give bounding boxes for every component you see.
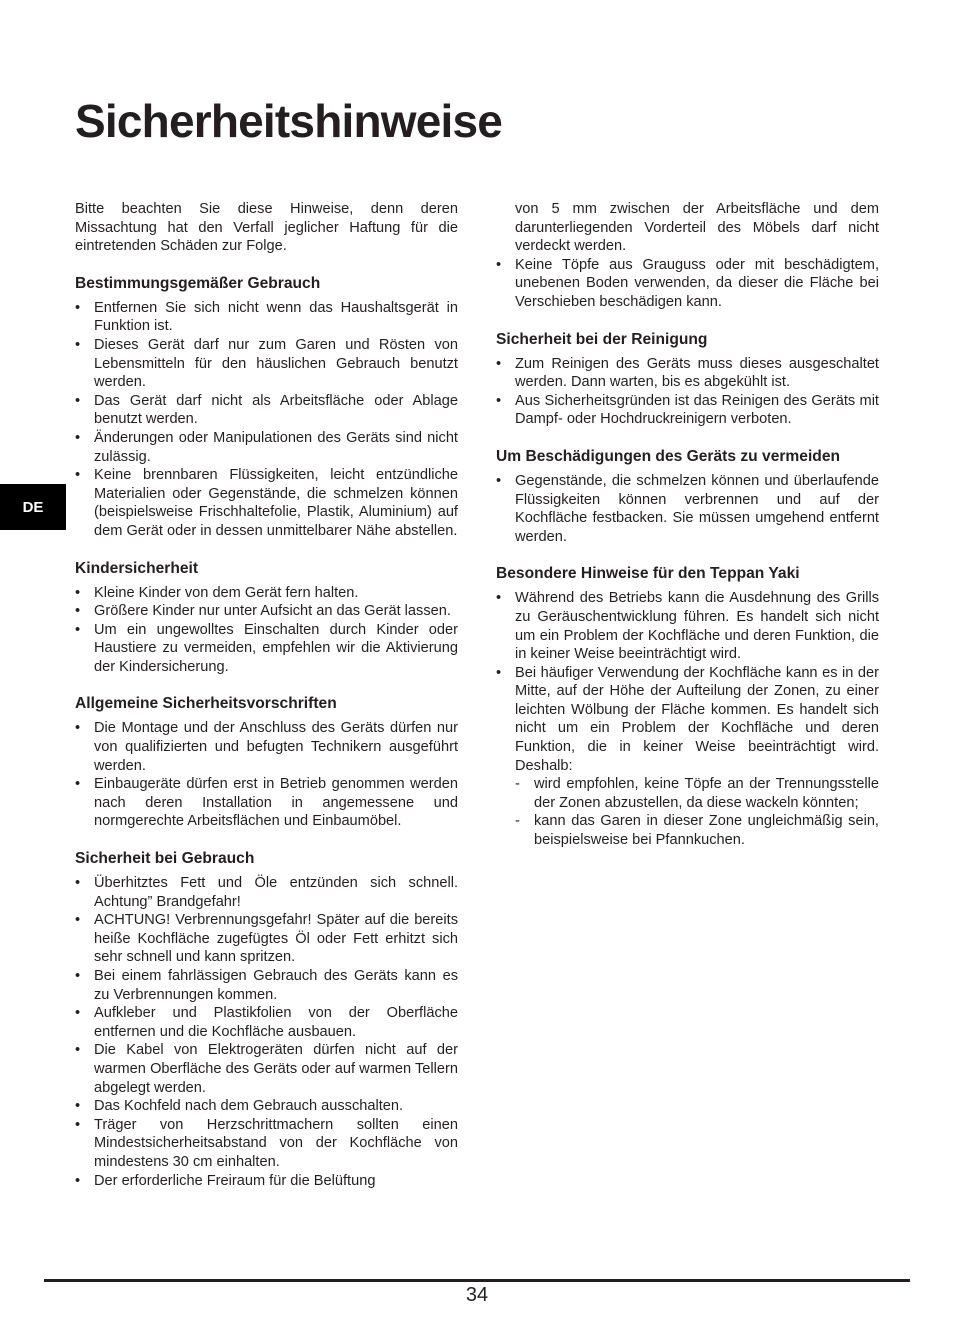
bullet-icon: • [496,256,502,273]
list-item [496,392,879,429]
bullet-icon: • [75,336,81,353]
list-item [496,589,879,663]
footer-rule [44,1279,910,1282]
teppan-yaki-sublist [515,775,879,849]
list-item [75,392,458,429]
bullet-icon: • [75,603,81,620]
use-safety-list [75,874,458,1190]
list-item-text: Bei einem fahrlässigen Gebrauch des Geräts kann es zu Verbrennungen kommen. [94,968,458,1003]
list-item [75,1004,458,1041]
bullet-icon: • [75,467,81,484]
continuation-list [496,256,879,312]
list-item [496,472,879,546]
list-item [75,299,458,336]
bullet-icon: • [75,1116,81,1133]
section-heading-child-safety: Kindersicherheit [75,559,199,577]
section-heading-general-safety: Allgemeine Sicherheitsvorschriften [75,695,337,713]
bullet-icon: • [75,1172,81,1189]
list-item [75,602,458,621]
cleaning-list [496,355,879,429]
bullet-icon: • [75,1098,81,1115]
list-item-text: Keine Töpfe aus Grauguss oder mit beschädigtem, unebenen Boden verwenden, da dieser die Fläche bei Verschieben beschädigen kann. [515,256,879,310]
list-item [75,719,458,775]
list-item [75,1041,458,1097]
bullet-icon: • [496,664,502,681]
list-item-text: Träger von Herzschrittmachern sollten einen Mindestsicherheitsabstand von der Kochfläche von mindestens 30 cm einhalten. [94,1116,458,1170]
intro-paragraph: Bitte beachten Sie diese Hinweise, denn deren Missachtung hat den Verfall jeglicher Haftung für die eintretenden Schäden zur Folge. [75,201,458,255]
language-tab-label: DE [22,498,44,516]
section-heading-usage: Bestimmungsgemäßer Gebrauch [75,274,321,292]
list-item-text: Aufkleber und Plastikfolien von der Oberfläche entfernen und die Kochfläche ausbauen. [94,1005,458,1040]
list-item [75,775,458,831]
list-item-text: Bei häufiger Verwendung der Kochfläche kann es in der Mitte, auf der Höhe der Aufteilung der Zonen, zu einer leichten Wölbung der Fläche kommen. Es handelt sich nicht um ein Problem der Kochfläche und deren Funktion, die in keiner Weise beeinträchtigt wird. Deshalb: [515,664,879,774]
list-item-text: Überhitztes Fett und Öle entzünden sich schnell. Achtung” Brandgefahr! [94,875,458,910]
damage-list [496,472,879,546]
page-number: 34 [465,1284,489,1306]
list-item-text: Die Montage und der Anschluss des Geräts dürfen nur von qualifizierten und befugten Technikern ausgeführt werden. [94,720,458,774]
section-heading-teppan-yaki: Besondere Hinweise für den Teppan Yaki [496,565,800,583]
sub-list-item-text: kann das Garen in dieser Zone ungleichmäßig sein, beispielsweise bei Pfannkuchen. [534,813,879,849]
bullet-icon: • [75,392,81,409]
list-item-text: Entfernen Sie sich nicht wenn das Haushaltsgerät in Funktion ist. [94,299,458,335]
bullet-icon: • [75,1042,81,1059]
bullet-icon: • [496,392,502,409]
list-item-text: Die Kabel von Elektrogeräten dürfen nicht auf der warmen Oberfläche des Geräts oder auf warmen Tellern abgelegt werden. [94,1042,458,1096]
list-item [75,874,458,911]
bullet-icon: • [75,299,81,316]
sub-list-item-text: wird empfohlen, keine Töpfe an der Trennungsstelle der Zonen abzustellen, da diese wackeln könnten; [534,776,879,811]
bullet-icon: • [496,355,502,372]
general-safety-list [75,719,458,831]
bullet-icon: • [75,875,81,892]
section-heading-use-safety: Sicherheit bei Gebrauch [75,850,255,868]
list-item [75,911,458,967]
bullet-icon: • [496,472,502,489]
dash-icon: - [515,813,520,830]
list-item [75,1097,458,1116]
language-tab [0,484,66,530]
sub-list-item [515,812,879,849]
dash-icon: - [515,776,520,793]
list-item-text: ACHTUNG! Verbrennungsgefahr! Später auf die bereits heiße Kochfläche zugefügtes Öl oder Fett erhitzt sich sehr schnell und kann spritzen. [94,912,458,966]
list-item [75,621,458,677]
list-item-text: Während des Betriebs kann die Ausdehnung des Grills zu Geräuschentwicklung führen. Es handelt sich nicht um ein Problem der Kochfläche und deren Funktion, die in keiner Weise beeinträchtigt wird. [515,590,879,663]
list-item-text: Zum Reinigen des Geräts muss dieses ausgeschaltet werden. Dann warten, bis es abgekühlt ist. [515,355,879,391]
list-item [75,466,458,540]
bullet-icon: • [75,720,81,737]
list-item-text: Das Gerät darf nicht als Arbeitsfläche oder Ablage benutzt werden. [94,392,458,428]
list-item [75,967,458,1004]
list-item [75,1116,458,1172]
list-item-text: Einbaugeräte dürfen erst in Betrieb genommen werden nach deren Installation in angemessene und normgerechte Arbeitsflächen und Einbaumöbel. [94,776,458,830]
bullet-icon: • [75,584,81,601]
child-safety-list [75,584,458,677]
page-title: Sicherheitshinweise [75,95,503,147]
list-item [75,429,458,466]
list-item-text: Der erforderliche Freiraum für die Belüftung [94,1172,376,1189]
section-heading-cleaning: Sicherheit bei der Reinigung [496,330,708,348]
list-item-text: Dieses Gerät darf nur zum Garen und Rösten von Lebensmitteln für den häuslichen Gebrauch benutzt werden. [94,336,458,391]
list-item-text: Um ein ungewolltes Einschalten durch Kinder oder Haustiere zu vermeiden, empfehlen wir die Aktivierung der Kindersicherung. [94,621,458,675]
list-item-text: Das Kochfeld nach dem Gebrauch ausschalten. [94,1098,404,1115]
section-heading-damage: Um Beschädigungen des Geräts zu vermeiden [496,447,841,465]
list-item-text: Kleine Kinder von dem Gerät fern halten. [94,584,359,601]
list-item [496,664,879,850]
teppan-yaki-list [496,589,879,849]
bullet-icon: • [75,776,81,793]
right-column [496,200,879,850]
list-item-text: Größere Kinder nur unter Aufsicht an das Gerät lassen. [94,603,451,620]
list-item-text: Änderungen oder Manipulationen des Geräts sind nicht zulässig. [94,429,458,465]
left-column [75,200,458,1190]
list-item [75,336,458,392]
list-item-text: Keine brennbaren Flüssigkeiten, leicht entzündliche Materialien oder Gegenstände, die schmelzen können (beispielsweise Frischhaltefolie, Plastik, Aluminium) auf dem Gerät oder in dessen unmittelbarer Nähe abstellen. [94,467,458,539]
bullet-icon: • [75,912,81,929]
continuation-paragraph: von 5 mm zwischen der Arbeitsfläche und dem darunterliegenden Vorderteil des Möbels darf nicht verdeckt werden. [515,201,879,255]
bullet-icon: • [75,621,81,638]
bullet-icon: • [75,968,81,984]
sub-list-item [515,775,879,812]
list-item-text: Gegenstände, die schmelzen können und überlaufende Flüssigkeiten können verbrennen und auf der Kochfläche festbacken. Sie müssen umgehend entfernt werden. [515,472,879,545]
list-item [75,1172,458,1191]
list-item [496,355,879,392]
bullet-icon: • [75,429,81,446]
bullet-icon: • [496,590,502,607]
list-item [496,256,879,312]
list-item [75,584,458,603]
list-item-text: Aus Sicherheitsgründen ist das Reinigen des Geräts mit Dampf- oder Hochdruckreinigern verboten. [515,392,879,428]
usage-list [75,299,458,541]
bullet-icon: • [75,1005,81,1022]
